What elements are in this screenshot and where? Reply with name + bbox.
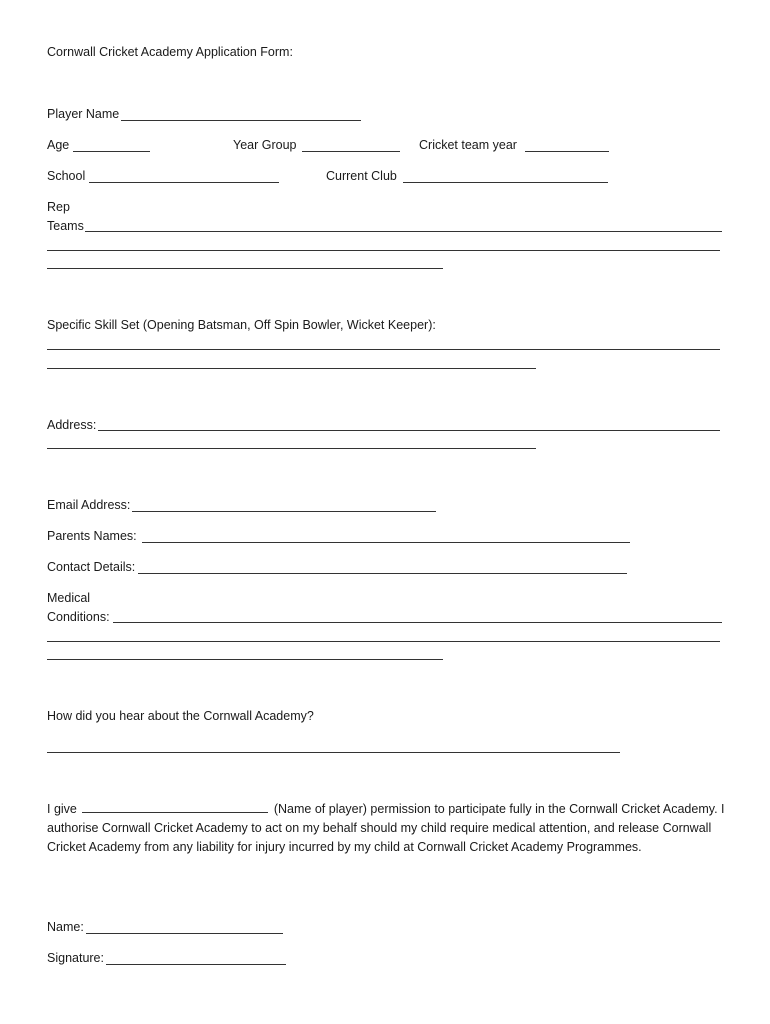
rep-teams-field-line-2[interactable] xyxy=(47,250,720,251)
medical-label: Medical xyxy=(47,591,91,605)
address-field-line-1[interactable] xyxy=(98,430,720,431)
current-club-field[interactable] xyxy=(403,182,608,183)
teams-label: Teams xyxy=(47,219,84,233)
rep-label: Rep xyxy=(47,200,70,214)
consent-player-name-field[interactable] xyxy=(82,801,268,813)
signature-field[interactable] xyxy=(106,964,286,965)
current-club-label: Current Club xyxy=(326,169,397,183)
address-label: Address: xyxy=(47,418,97,432)
parents-names-field[interactable] xyxy=(142,542,630,543)
hear-about-field[interactable] xyxy=(47,752,620,753)
school-label: School xyxy=(47,169,86,183)
age-field[interactable] xyxy=(73,151,150,152)
age-label: Age xyxy=(47,138,70,152)
consent-prefix: I give xyxy=(47,802,77,816)
consent-text: (Name of player) permission to participate fully in the Cornwall Cricket Academy. I authorise Cornwall Cricket Academy to act on my behalf should my child require medical attention, and release Cornwall Cricket Academy from any liability for injury incurred by my child at Cornwall Cricket Academy Programmes. xyxy=(47,802,725,854)
skill-set-label: Specific Skill Set (Opening Batsman, Off Spin Bowler, Wicket Keeper): xyxy=(47,318,436,332)
rep-teams-field-line-1[interactable] xyxy=(85,231,722,232)
year-group-field[interactable] xyxy=(302,151,400,152)
contact-details-field[interactable] xyxy=(138,573,627,574)
player-name-label: Player Name xyxy=(47,107,120,121)
name-field[interactable] xyxy=(86,933,283,934)
conditions-label: Conditions: xyxy=(47,610,110,624)
skill-set-field-line-2[interactable] xyxy=(47,368,536,369)
consent-paragraph xyxy=(47,800,727,857)
medical-conditions-field-line-1[interactable] xyxy=(113,622,722,623)
hear-about-label: How did you hear about the Cornwall Academy? xyxy=(47,709,314,723)
cricket-team-year-label: Cricket team year xyxy=(419,138,517,152)
year-group-label: Year Group xyxy=(233,138,297,152)
parents-names-label: Parents Names: xyxy=(47,529,137,543)
player-name-field[interactable] xyxy=(121,120,361,121)
email-label: Email Address: xyxy=(47,498,131,512)
medical-conditions-field-line-2[interactable] xyxy=(47,641,720,642)
rep-teams-field-line-3[interactable] xyxy=(47,268,443,269)
address-field-line-2[interactable] xyxy=(47,448,536,449)
medical-conditions-field-line-3[interactable] xyxy=(47,659,443,660)
signature-label: Signature: xyxy=(47,951,104,965)
school-field[interactable] xyxy=(89,182,279,183)
form-title: Cornwall Cricket Academy Application Form: xyxy=(47,45,293,59)
name-label: Name: xyxy=(47,920,84,934)
email-field[interactable] xyxy=(132,511,436,512)
contact-details-label: Contact Details: xyxy=(47,560,136,574)
cricket-team-year-field[interactable] xyxy=(525,151,609,152)
skill-set-field-line-1[interactable] xyxy=(47,349,720,350)
